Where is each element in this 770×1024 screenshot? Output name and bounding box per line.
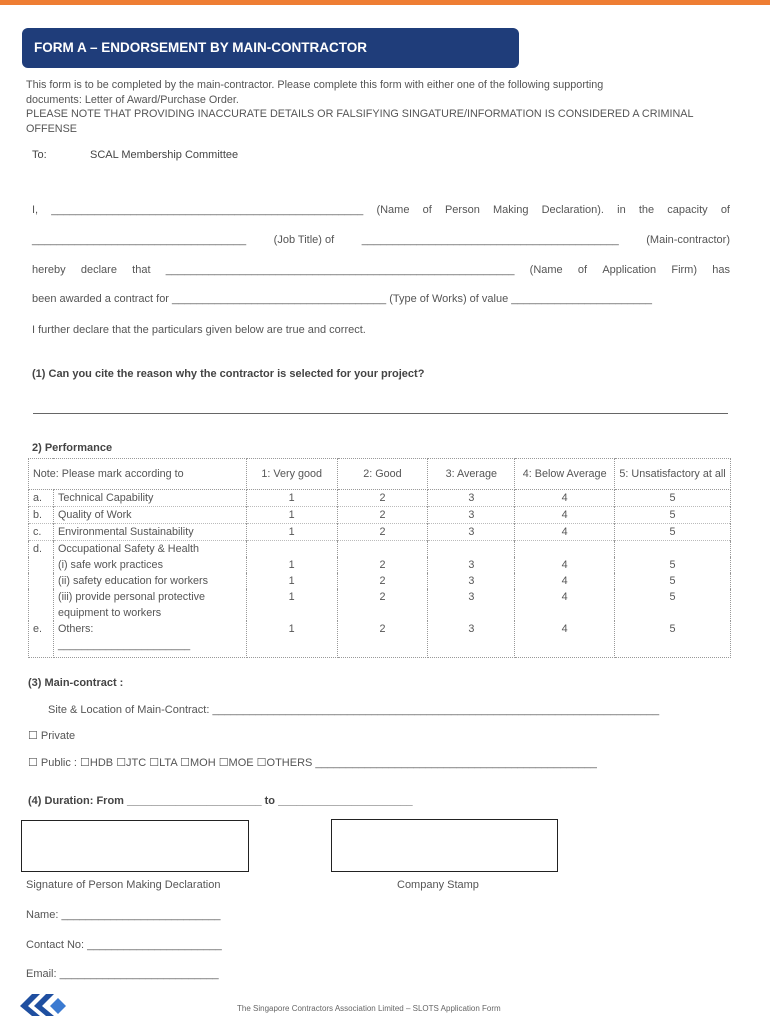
- rating-option[interactable]: 5: [615, 490, 731, 507]
- rating-option[interactable]: 3: [428, 507, 515, 524]
- declaration-line-5: I further declare that the particulars given below are true and correct.: [32, 324, 366, 336]
- rating-column-header: 5: Unsatisfactory at all: [615, 459, 731, 490]
- rating-option[interactable]: 3: [428, 557, 515, 573]
- rating-option[interactable]: 4: [515, 490, 615, 507]
- main-contract-heading: (3) Main-contract :: [28, 677, 124, 689]
- declaration-word: (Name: [529, 264, 563, 276]
- declaration-blank[interactable]: ___________________________________: [32, 234, 247, 246]
- to-value: SCAL Membership Committee: [90, 149, 239, 161]
- rating-option[interactable]: 5: [615, 589, 731, 621]
- declaration-blank[interactable]: _________________________________________________________: [165, 264, 515, 276]
- rating-option[interactable]: 3: [428, 589, 515, 621]
- rating-column-header: 1: Very good: [246, 459, 337, 490]
- rating-option[interactable]: 1: [246, 621, 337, 658]
- criterion-label: [53, 541, 246, 558]
- others-blank[interactable]: ______________________: [57, 639, 191, 651]
- criterion-text: Others:: [57, 623, 94, 635]
- rating-option[interactable]: 1: [246, 524, 337, 541]
- criterion-text: Occupational Safety & Health: [57, 543, 200, 555]
- declaration-word: hereby: [32, 264, 66, 276]
- scal-logo-icon: [18, 990, 68, 1018]
- footer-text: The Singapore Contractors Association Limited – SLOTS Application Form: [237, 1004, 501, 1013]
- criterion-text: (i) safe work practices: [57, 559, 163, 571]
- intro-line: This form is to be completed by the main-contractor. Please complete this form with either one of the following supporting: [26, 79, 604, 91]
- rating-option[interactable]: 5: [615, 557, 731, 573]
- rating-option[interactable]: 1: [246, 490, 337, 507]
- intro-line: documents: Letter of Award/Purchase Order.: [26, 93, 239, 106]
- rating-option: [246, 541, 337, 558]
- declaration-word: that: [132, 264, 151, 276]
- performance-row: [29, 541, 731, 558]
- rating-option[interactable]: 2: [337, 573, 428, 589]
- criterion-text: Quality of Work: [57, 509, 132, 521]
- rating-option[interactable]: 3: [428, 524, 515, 541]
- declaration-word: Person: [444, 204, 480, 216]
- criterion-label: [53, 507, 246, 524]
- declaration-line-3: [32, 264, 730, 276]
- rating-column-header: 4: Below Average: [515, 459, 615, 490]
- criterion-text: (ii) safety education for workers: [57, 575, 208, 587]
- email-field[interactable]: Email: __________________________: [26, 968, 219, 980]
- criterion-label: [53, 573, 246, 589]
- declaration-word: declare: [80, 264, 117, 276]
- declaration-word: in: [617, 204, 626, 216]
- rating-option: [515, 541, 615, 558]
- company-stamp-box[interactable]: [331, 819, 558, 872]
- declaration-word: (Main-contractor): [646, 234, 730, 246]
- row-letter: a.: [29, 490, 54, 507]
- declaration-word: (Name: [376, 204, 410, 216]
- row-letter: b.: [29, 507, 54, 524]
- declaration-line-1: [32, 204, 730, 216]
- criterion-text: Technical Capability: [57, 492, 154, 504]
- public-checkbox-row[interactable]: ☐ Public : ☐HDB ☐JTC ☐LTA ☐MOH ☐MOE ☐OTHERS ______________________________________________: [28, 757, 597, 769]
- declaration-word: of: [422, 204, 432, 216]
- site-location-field[interactable]: Site & Location of Main-Contract: _________________________________________________________________________: [48, 704, 660, 716]
- rating-option[interactable]: 5: [615, 621, 731, 658]
- row-letter: [29, 573, 54, 589]
- criterion-text: Environmental Sustainability: [57, 526, 194, 538]
- rating-option[interactable]: 5: [615, 524, 731, 541]
- performance-heading: 2) Performance: [32, 442, 113, 454]
- rating-option[interactable]: 4: [515, 589, 615, 621]
- declaration-word: I,: [32, 204, 39, 216]
- rating-option[interactable]: 2: [337, 589, 428, 621]
- row-letter: [29, 557, 54, 573]
- rating-option[interactable]: 4: [515, 557, 615, 573]
- signature-label: Signature of Person Making Declaration: [26, 879, 221, 891]
- performance-row: [29, 490, 731, 507]
- declaration-line-2: [32, 234, 730, 246]
- rating-option[interactable]: 4: [515, 621, 615, 658]
- contact-no-field[interactable]: Contact No: ______________________: [26, 939, 222, 951]
- criterion-label: [53, 524, 246, 541]
- intro-warning: PLEASE NOTE THAT PROVIDING INACCURATE DETAILS OR FALSIFYING SINGATURE/INFORMATION IS CONSIDERED A CRIMINAL: [26, 108, 694, 120]
- declaration-word: Making: [492, 204, 529, 216]
- declaration-word: Firm): [671, 264, 698, 276]
- declaration-word: of: [720, 204, 730, 216]
- note-header: Note: Please mark according to: [29, 459, 247, 490]
- performance-row: [29, 507, 731, 524]
- criterion-label: [53, 557, 246, 573]
- rating-option: [337, 541, 428, 558]
- rating-column-header: 3: Average: [428, 459, 515, 490]
- declaration-word: (Job Title) of: [273, 234, 335, 246]
- question-1-label: (1) Can you cite the reason why the contractor is selected for your project?: [32, 368, 425, 380]
- rating-option: [428, 541, 515, 558]
- row-letter: e.: [29, 621, 54, 658]
- rating-option[interactable]: 2: [337, 524, 428, 541]
- criterion-label: [53, 490, 246, 507]
- rating-option[interactable]: 5: [615, 573, 731, 589]
- declaration-line-4[interactable]: been awarded a contract for ___________________________________ (Type of Works) of value _______________________: [32, 293, 652, 305]
- question-1-answer-line[interactable]: [33, 413, 728, 414]
- rating-option[interactable]: 3: [428, 573, 515, 589]
- declaration-word: the: [638, 204, 655, 216]
- performance-row: [29, 557, 731, 573]
- top-accent-bar: [0, 0, 770, 5]
- private-checkbox[interactable]: ☐ Private: [28, 730, 76, 742]
- row-letter: [29, 589, 54, 621]
- performance-row: [29, 573, 731, 589]
- rating-option[interactable]: 3: [428, 621, 515, 658]
- declaration-word: has: [712, 264, 730, 276]
- performance-row: [29, 524, 731, 541]
- rating-option[interactable]: 3: [428, 490, 515, 507]
- rating-option[interactable]: 1: [246, 557, 337, 573]
- rating-option[interactable]: 2: [337, 557, 428, 573]
- performance-row: [29, 621, 731, 658]
- rating-option[interactable]: 4: [515, 524, 615, 541]
- rating-option[interactable]: 4: [515, 573, 615, 589]
- declaration-word: of: [577, 264, 588, 276]
- rating-option[interactable]: 1: [246, 507, 337, 524]
- form-title: FORM A – ENDORSEMENT BY MAIN-CONTRACTOR: [22, 28, 519, 68]
- rating-option: [615, 541, 731, 558]
- rating-option[interactable]: 5: [615, 507, 731, 524]
- performance-row: [29, 589, 731, 621]
- declaration-blank[interactable]: ___________________________________________________: [51, 204, 364, 216]
- declaration-word: capacity: [667, 204, 708, 216]
- rating-option[interactable]: 2: [337, 507, 428, 524]
- intro-text: [26, 78, 726, 136]
- rating-column-header: 2: Good: [337, 459, 428, 490]
- name-field[interactable]: Name: __________________________: [26, 909, 221, 921]
- declaration-blank[interactable]: __________________________________________: [361, 234, 619, 246]
- declaration-word: Application: [602, 264, 657, 276]
- rating-option[interactable]: 1: [246, 573, 337, 589]
- row-letter: d.: [29, 541, 54, 558]
- duration-field[interactable]: (4) Duration: From ______________________ to ______________________: [28, 795, 413, 807]
- rating-option[interactable]: 1: [246, 589, 337, 621]
- to-label: To:: [32, 149, 47, 161]
- rating-option[interactable]: 4: [515, 507, 615, 524]
- criterion-label: [53, 589, 246, 621]
- declaration-word: Declaration).: [541, 204, 604, 216]
- company-stamp-label: Company Stamp: [397, 879, 479, 891]
- intro-warning: OFFENSE: [26, 122, 77, 135]
- criterion-label: [53, 621, 246, 658]
- rating-option[interactable]: 2: [337, 490, 428, 507]
- performance-table: [28, 458, 731, 658]
- rating-option[interactable]: 2: [337, 621, 428, 658]
- signature-box[interactable]: [21, 820, 249, 872]
- criterion-text: (iii) provide personal protective equipment to workers: [57, 591, 205, 619]
- row-letter: c.: [29, 524, 54, 541]
